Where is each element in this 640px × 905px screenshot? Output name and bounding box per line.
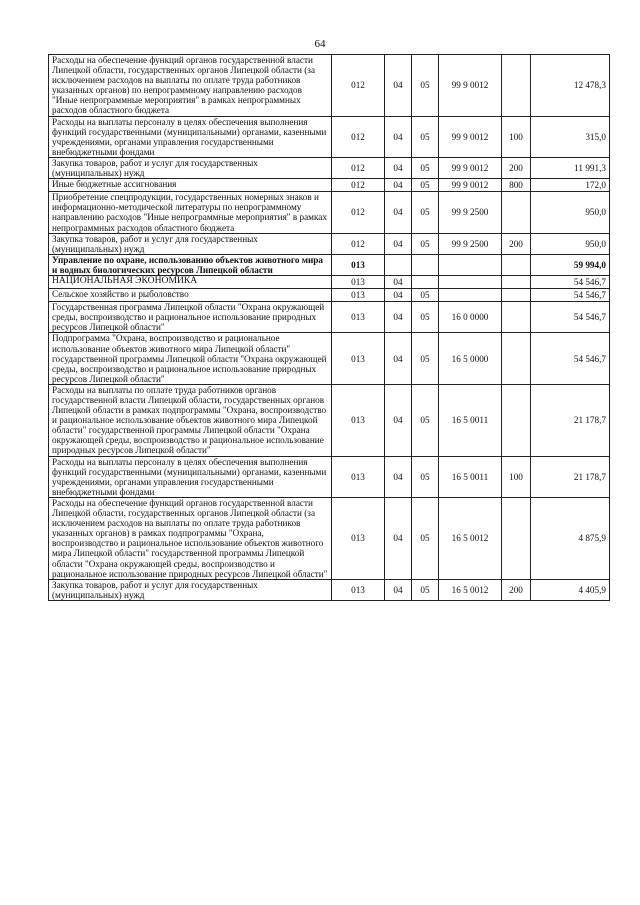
expense-type-cell bbox=[502, 302, 531, 333]
target-article-cell: 16 5 0011 bbox=[439, 456, 502, 497]
subsection-code-cell: 05 bbox=[412, 179, 439, 192]
expense-type-cell bbox=[502, 289, 531, 302]
subsection-code-cell: 05 bbox=[412, 157, 439, 178]
amount-cell: 59 994,0 bbox=[531, 254, 610, 275]
subsection-code-cell: 05 bbox=[412, 302, 439, 333]
ministry-code-cell: 013 bbox=[332, 497, 385, 579]
table-row bbox=[49, 192, 610, 233]
target-article-cell bbox=[439, 275, 502, 288]
section-code-cell: 04 bbox=[385, 333, 412, 384]
ministry-code-cell: 013 bbox=[332, 275, 385, 288]
subsection-code-cell: 05 bbox=[412, 55, 439, 117]
ministry-code-cell: 013 bbox=[332, 579, 385, 600]
expense-type-cell: 100 bbox=[502, 456, 531, 497]
table-row bbox=[49, 456, 610, 497]
subsection-code-cell: 05 bbox=[412, 192, 439, 233]
expense-type-cell: 200 bbox=[502, 157, 531, 178]
ministry-code-cell: 013 bbox=[332, 384, 385, 456]
expense-type-cell bbox=[502, 384, 531, 456]
section-code-cell: 04 bbox=[385, 289, 412, 302]
row-name-cell: Расходы на обеспечение функций органов государственной власти Липецкой области, государственных органов Липецкой области (за исключением расходов на выплаты по оплате труда работников указанных органов) в рамках подпрограммы "Охрана, воспроизводство и рациональное использование объектов животного мира Липецкой области" государственной программы Липецкой области "Охрана окружающей среды, воспроизводство и рациональное использование природных ресурсов Липецкой области" bbox=[49, 497, 332, 579]
amount-cell: 172,0 bbox=[531, 179, 610, 192]
section-code-cell: 04 bbox=[385, 116, 412, 157]
table-row bbox=[49, 579, 610, 600]
target-article-cell: 99 9 0012 bbox=[439, 116, 502, 157]
table-row bbox=[49, 384, 610, 456]
table-row bbox=[49, 116, 610, 157]
amount-cell: 950,0 bbox=[531, 192, 610, 233]
ministry-code-cell: 012 bbox=[332, 157, 385, 178]
table-row bbox=[49, 233, 610, 254]
expense-type-cell bbox=[502, 497, 531, 579]
section-code-cell bbox=[385, 254, 412, 275]
subsection-code-cell: 05 bbox=[412, 456, 439, 497]
expense-type-cell bbox=[502, 55, 531, 117]
target-article-cell: 16 5 0012 bbox=[439, 579, 502, 600]
ministry-code-cell: 012 bbox=[332, 233, 385, 254]
amount-cell: 12 478,3 bbox=[531, 55, 610, 117]
amount-cell: 4 405,9 bbox=[531, 579, 610, 600]
expense-type-cell bbox=[502, 192, 531, 233]
row-name-cell: Закупка товаров, работ и услуг для государственных (муниципальных) нужд bbox=[49, 579, 332, 600]
subsection-code-cell: 05 bbox=[412, 497, 439, 579]
target-article-cell bbox=[439, 254, 502, 275]
ministry-code-cell: 013 bbox=[332, 289, 385, 302]
budget-table-body bbox=[49, 55, 610, 601]
subsection-code-cell: 05 bbox=[412, 289, 439, 302]
expense-type-cell bbox=[502, 333, 531, 384]
row-name-cell: Расходы на выплаты персоналу в целях обеспечения выполнения функций государственными (муниципальными) органами, казенными учреждениями, органами управления государственными внебюджетными фондами bbox=[49, 116, 332, 157]
target-article-cell: 99 9 2500 bbox=[439, 192, 502, 233]
section-code-cell: 04 bbox=[385, 302, 412, 333]
table-row bbox=[49, 302, 610, 333]
section-code-cell: 04 bbox=[385, 157, 412, 178]
section-code-cell: 04 bbox=[385, 233, 412, 254]
table-row bbox=[49, 289, 610, 302]
amount-cell: 4 875,9 bbox=[531, 497, 610, 579]
ministry-code-cell: 013 bbox=[332, 456, 385, 497]
row-name-cell: Расходы на выплаты персоналу в целях обеспечения выполнения функций государственными (муниципальными) органами, казенными учреждениями, органами управления государственными внебюджетными фондами bbox=[49, 456, 332, 497]
budget-table bbox=[48, 54, 610, 601]
section-code-cell: 04 bbox=[385, 456, 412, 497]
row-name-cell: Сельское хозяйство и рыболовство bbox=[49, 289, 332, 302]
subsection-code-cell: 05 bbox=[412, 384, 439, 456]
target-article-cell: 16 5 0012 bbox=[439, 497, 502, 579]
row-name-cell: Подпрограмма "Охрана, воспроизводство и рациональное использование объектов животного мира Липецкой области" государственной программы Липецкой области "Охрана окружающей среды, воспроизводство и рациональное использование природных ресурсов Липецкой области" bbox=[49, 333, 332, 384]
table-row bbox=[49, 157, 610, 178]
subsection-code-cell bbox=[412, 275, 439, 288]
target-article-cell: 16 0 0000 bbox=[439, 302, 502, 333]
row-name-cell: Иные бюджетные ассигнования bbox=[49, 179, 332, 192]
row-name-cell: Приобретение спецпродукции, государственных номерных знаков и информационно-методической литературы по непрограммному направлению расходов "Иные непрограммные мероприятия" в рамках непрограммных расходов областного бюджета bbox=[49, 192, 332, 233]
ministry-code-cell: 012 bbox=[332, 179, 385, 192]
row-name-cell: Государственная программа Липецкой области "Охрана окружающей среды, воспроизводство и рациональное использование природных ресурсов Липецкой области" bbox=[49, 302, 332, 333]
amount-cell: 11 991,3 bbox=[531, 157, 610, 178]
section-code-cell: 04 bbox=[385, 55, 412, 117]
page-number: 64 bbox=[314, 38, 326, 50]
expense-type-cell bbox=[502, 275, 531, 288]
subsection-code-cell bbox=[412, 254, 439, 275]
amount-cell: 950,0 bbox=[531, 233, 610, 254]
ministry-code-cell: 012 bbox=[332, 116, 385, 157]
amount-cell: 54 546,7 bbox=[531, 333, 610, 384]
expense-type-cell: 200 bbox=[502, 233, 531, 254]
table-row bbox=[49, 254, 610, 275]
table-row bbox=[49, 275, 610, 288]
section-code-cell: 04 bbox=[385, 192, 412, 233]
row-name-cell: Закупка товаров, работ и услуг для государственных (муниципальных) нужд bbox=[49, 157, 332, 178]
target-article-cell: 16 5 0011 bbox=[439, 384, 502, 456]
ministry-code-cell: 013 bbox=[332, 302, 385, 333]
amount-cell: 21 178,7 bbox=[531, 384, 610, 456]
subsection-code-cell: 05 bbox=[412, 116, 439, 157]
amount-cell: 54 546,7 bbox=[531, 289, 610, 302]
target-article-cell: 99 9 2500 bbox=[439, 233, 502, 254]
row-name-cell: НАЦИОНАЛЬНАЯ ЭКОНОМИКА bbox=[49, 275, 332, 288]
ministry-code-cell: 012 bbox=[332, 192, 385, 233]
section-code-cell: 04 bbox=[385, 384, 412, 456]
ministry-code-cell: 013 bbox=[332, 254, 385, 275]
row-name-cell: Управление по охране, использованию объектов животного мира и водных биологических ресурсов Липецкой области bbox=[49, 254, 332, 275]
section-code-cell: 04 bbox=[385, 275, 412, 288]
target-article-cell: 99 9 0012 bbox=[439, 157, 502, 178]
section-code-cell: 04 bbox=[385, 579, 412, 600]
section-code-cell: 04 bbox=[385, 497, 412, 579]
table-row bbox=[49, 497, 610, 579]
expense-type-cell bbox=[502, 254, 531, 275]
expense-type-cell: 100 bbox=[502, 116, 531, 157]
amount-cell: 21 178,7 bbox=[531, 456, 610, 497]
table-row bbox=[49, 179, 610, 192]
subsection-code-cell: 05 bbox=[412, 333, 439, 384]
row-name-cell: Расходы на выплаты по оплате труда работников органов государственной власти Липецкой области, государственных органов Липецкой области в рамках подпрограммы "Охрана, воспроизводство и рациональное использование объектов животного мира Липецкой области" государственной программы Липецкой области "Охрана окружающей среды, воспроизводство и рациональное использование природных ресурсов Липецкой области" bbox=[49, 384, 332, 456]
amount-cell: 54 546,7 bbox=[531, 302, 610, 333]
row-name-cell: Расходы на обеспечение функций органов государственной власти Липецкой области, государственных органов Липецкой области (за исключением расходов на выплаты по оплате труда работников указанных органов) по непрограммному направлению расходов "Иные непрограммные мероприятия" в рамках непрограммных расходов областного бюджета bbox=[49, 55, 332, 117]
target-article-cell: 99 9 0012 bbox=[439, 55, 502, 117]
section-code-cell: 04 bbox=[385, 179, 412, 192]
target-article-cell: 16 5 0000 bbox=[439, 333, 502, 384]
amount-cell: 315,0 bbox=[531, 116, 610, 157]
subsection-code-cell: 05 bbox=[412, 233, 439, 254]
table-row bbox=[49, 55, 610, 117]
table-row bbox=[49, 333, 610, 384]
ministry-code-cell: 012 bbox=[332, 55, 385, 117]
amount-cell: 54 546,7 bbox=[531, 275, 610, 288]
expense-type-cell: 800 bbox=[502, 179, 531, 192]
target-article-cell bbox=[439, 289, 502, 302]
ministry-code-cell: 013 bbox=[332, 333, 385, 384]
subsection-code-cell: 05 bbox=[412, 579, 439, 600]
expense-type-cell: 200 bbox=[502, 579, 531, 600]
row-name-cell: Закупка товаров, работ и услуг для государственных (муниципальных) нужд bbox=[49, 233, 332, 254]
target-article-cell: 99 9 0012 bbox=[439, 179, 502, 192]
